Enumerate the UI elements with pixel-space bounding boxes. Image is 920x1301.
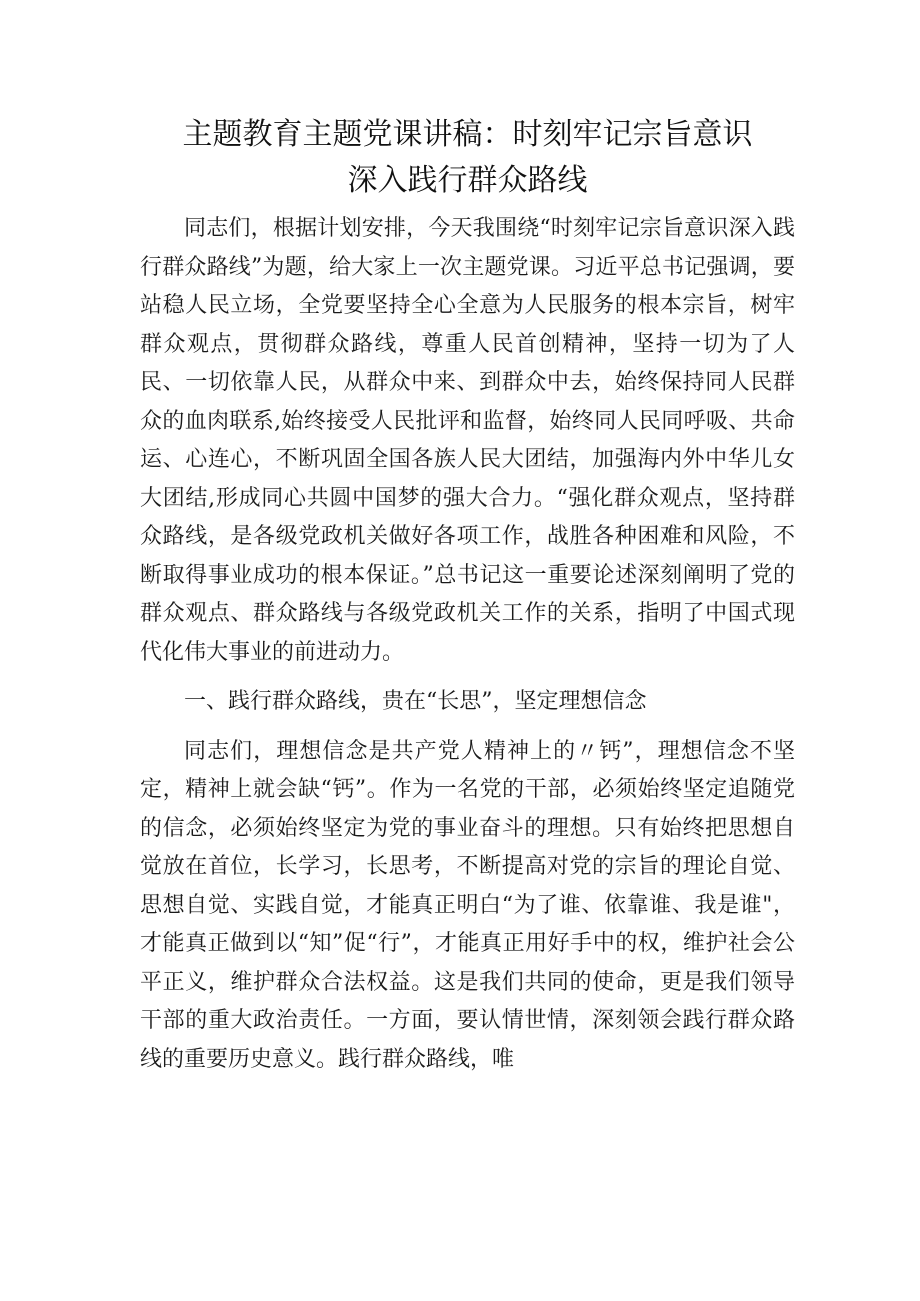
title-line-2: 深入践行群众路线 bbox=[347, 163, 588, 198]
title-line-1: 主题教育主题党课讲稿：时刻牢记宗旨意识 bbox=[182, 117, 753, 152]
document-body bbox=[140, 210, 795, 1079]
section-heading-1: 一、践行群众路线，贵在“长思”，坚定理想信念 bbox=[184, 689, 647, 714]
document-title bbox=[140, 112, 795, 204]
paragraph-intro: 同志们，根据计划安排，今天我围绕“时刻牢记宗旨意识深入践行群众路线”为题，给大家上一次主题党课。习近平总书记强调，要站稳人民立场，全党要坚持全心全意为人民服务的根本宗旨，树牢群众观点，贯彻群众路线，尊重人民首创精神，坚持一切为了人民、一切依靠人民，从群众中来、到群众中去，始终保持同人民群众的血肉联系,始终接受人民批评和监督，始终同人民同呼吸、共命运、心连心，不断巩固全国各族人民大团结，加强海内外中华儿女大团结,形成同心共圆中国梦的强大合力。“强化群众观点，坚持群众路线，是各级党政机关做好各项工作，战胜各种困难和风险，不断取得事业成功的根本保证。”总书记这一重要论述深刻阐明了党的群众观点、群众路线与各级党政机关工作的关系，指明了中国式现代化伟大事业的前进动力。 bbox=[140, 216, 795, 665]
paragraph-section-1: 同志们，理想信念是共产党人精神上的〃钙”，理想信念不坚定，精神上就会缺“钙”。作为一名党的干部，必须始终坚定追随党的信念，必须始终坚定为党的事业奋斗的理想。只有始终把思想自觉放在首位，长学习，长思考，不断提高对党的宗旨的理论自觉、思想自觉、实践自觉，才能真正明白“为了谁、依靠谁、我是谁"，才能真正做到以“知”促“行”，才能真正用好手中的权，维护社会公平正义，维护群众合法权益。这是我们共同的使命，更是我们领导干部的重大政治责任。一方面，要认情世情，深刻领会践行群众路线的重要历史意义。践行群众路线，唯 bbox=[140, 738, 795, 1072]
